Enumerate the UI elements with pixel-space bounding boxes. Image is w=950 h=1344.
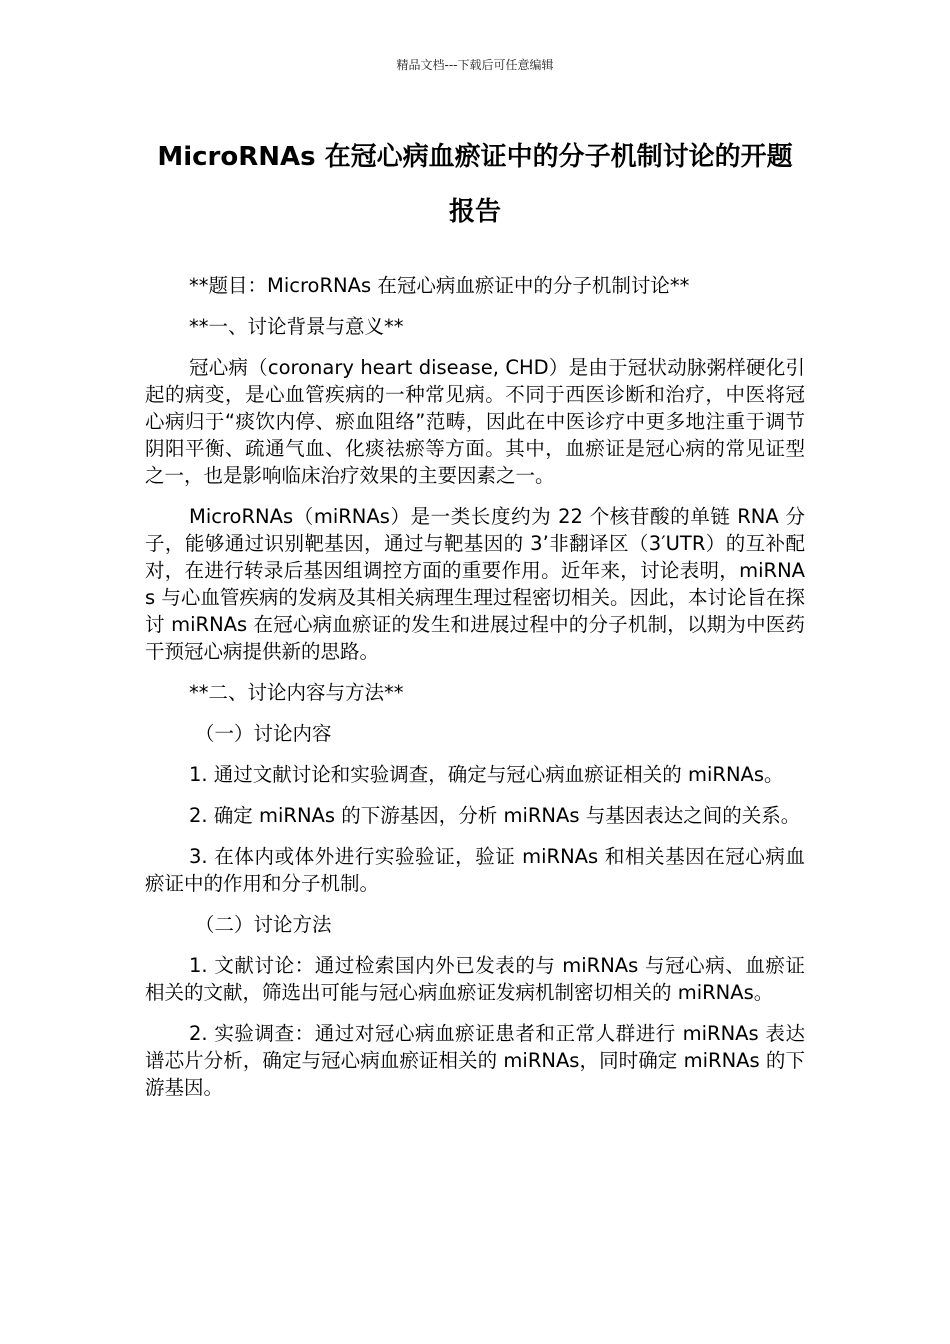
section-heading-background: **一、讨论背景与意义** xyxy=(189,315,404,338)
paragraph-chd-background: 冠心病（coronary heart disease, CHD）是由于冠状动脉粥样硬化引起的病变，是心血管疾病的一种常见病。不同于西医诊断和治疗，中医将冠心病归于“痰饮内停、瘀血阻络”范畴，因此在中医诊疗中更多地注重于调节阴阳平衡、疏通气血、化痰祛瘀等方面。其中，血瘀证是冠心病的常见证型之一，也是影响临床治疗效果的主要因素之一。 xyxy=(145,356,805,487)
method-item-2: 2. 实验调查：通过对冠心病血瘀证患者和正常人群进行 miRNAs 表达谱芯片分析，确定与冠心病血瘀证相关的 miRNAs，同时确定 miRNAs 的下游基因。 xyxy=(145,1022,805,1099)
content-item-1: 1. 通过文献讨论和实验调查，确定与冠心病血瘀证相关的 miRNAs。 xyxy=(189,763,784,786)
section-heading-content-methods: **二、讨论内容与方法** xyxy=(189,681,404,704)
content-item-3: 3. 在体内或体外进行实验验证，验证 miRNAs 和相关基因在冠心病血瘀证中的作用和分子机制。 xyxy=(145,845,805,895)
header-note: 精品文档---下载后可任意编辑 xyxy=(396,58,554,72)
subheading-content: （一）讨论内容 xyxy=(195,722,332,745)
topic-line: **题目：MicroRNAs 在冠心病血瘀证中的分子机制讨论** xyxy=(189,274,690,297)
paragraph-mirna-background: MicroRNAs（miRNAs）是一类长度约为 22 个核苷酸的单链 RNA 分子，能够通过识别靶基因，通过与靶基因的 3’非翻译区（3′UTR）的互补配对，在进行转录后基因组调控方面的重要作用。近年来，讨论表明，miRNAs 与心血管疾病的发病及其相关病理生理过程密切相关。因此，本讨论旨在探讨 miRNAs 在冠心病血瘀证的发生和进展过程中的分子机制，以期为中医药干预冠心病提供新的思路。 xyxy=(145,505,805,663)
content-item-2: 2. 确定 miRNAs 的下游基因，分析 miRNAs 与基因表达之间的关系。 xyxy=(189,804,801,827)
method-item-1: 1. 文献讨论：通过检索国内外已发表的与 miRNAs 与冠心病、血瘀证相关的文献，筛选出可能与冠心病血瘀证发病机制密切相关的 miRNAs。 xyxy=(145,954,805,1004)
subheading-methods: （二）讨论方法 xyxy=(195,913,332,936)
document-body xyxy=(145,272,805,1115)
document-title: MicroRNAs 在冠心病血瘀证中的分子机制讨论的开题报告 xyxy=(157,142,793,227)
